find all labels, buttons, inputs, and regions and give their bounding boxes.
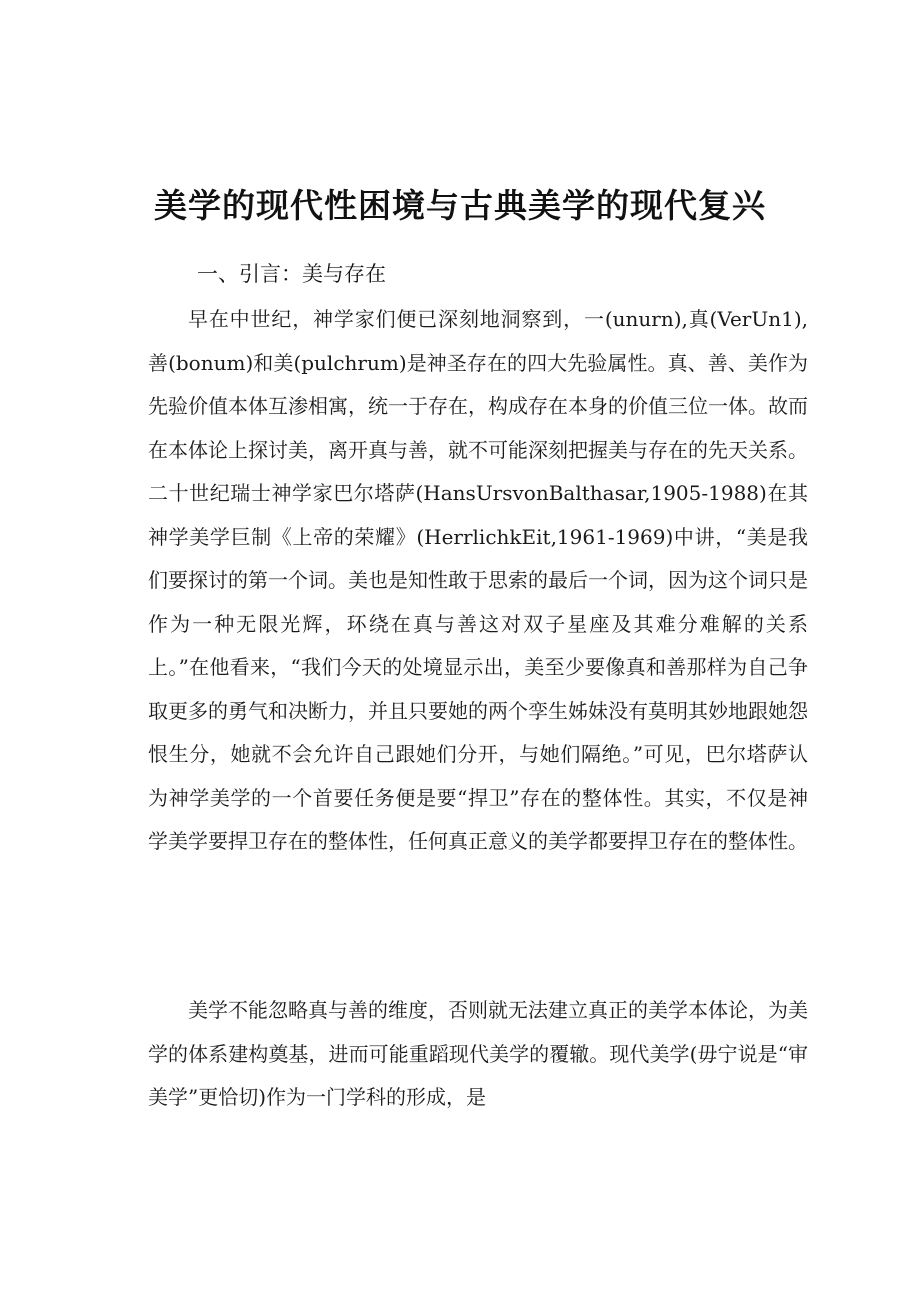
body-paragraph-1: 早在中世纪，神学家们便已深刻地洞察到，一(unurn),真(VerUn1),善(bonum)和美(pulchrum)是神圣存在的四大先验属性。真、善、美作为先验价值本体互渗相寓，统一于存在，构成存在本身的价值三位一体。故而在本体论上探讨美，离开真与善，就不可能深刻把握美与存在的先天关系。二十世纪瑞士神学家巴尔塔萨(HansUrsvonBalthasar,1905-1988)在其神学美学巨制《上帝的荣耀》(HerrlichkEit,1961-1969)中讲，“美是我们要探讨的第一个词。美也是知性敢于思索的最后一个词，因为这个词只是作为一种无限光辉，环绕在真与善这对双子星座及其难分难解的关系上。”在他看来，“我们今天的处境显示出，美至少要像真和善那样为自己争取更多的勇气和决断力，并且只要她的两个孪生姊妹没有莫明其妙地跟她怨恨生分，她就不会允许自己跟她们分开，与她们隔绝。”可见，巴尔塔萨认为神学美学的一个首要任务便是要“捍卫”存在的整体性。其实，不仅是神学美学要捍卫存在的整体性，任何真正意义的美学都要捍卫存在的整体性。 [148,307,808,853]
section-heading: 一、引言：美与存在 [197,262,386,286]
body-paragraph-2: 美学不能忽略真与善的维度，否则就无法建立真正的美学本体论，为美学的体系建构奠基，进而可能重蹈现代美学的覆辙。现代美学(毋宁说是“审美学”更恰切)作为一门学科的形成，是 [148,998,808,1109]
document-title: 美学的现代性困境与古典美学的现代复兴 [154,186,766,226]
